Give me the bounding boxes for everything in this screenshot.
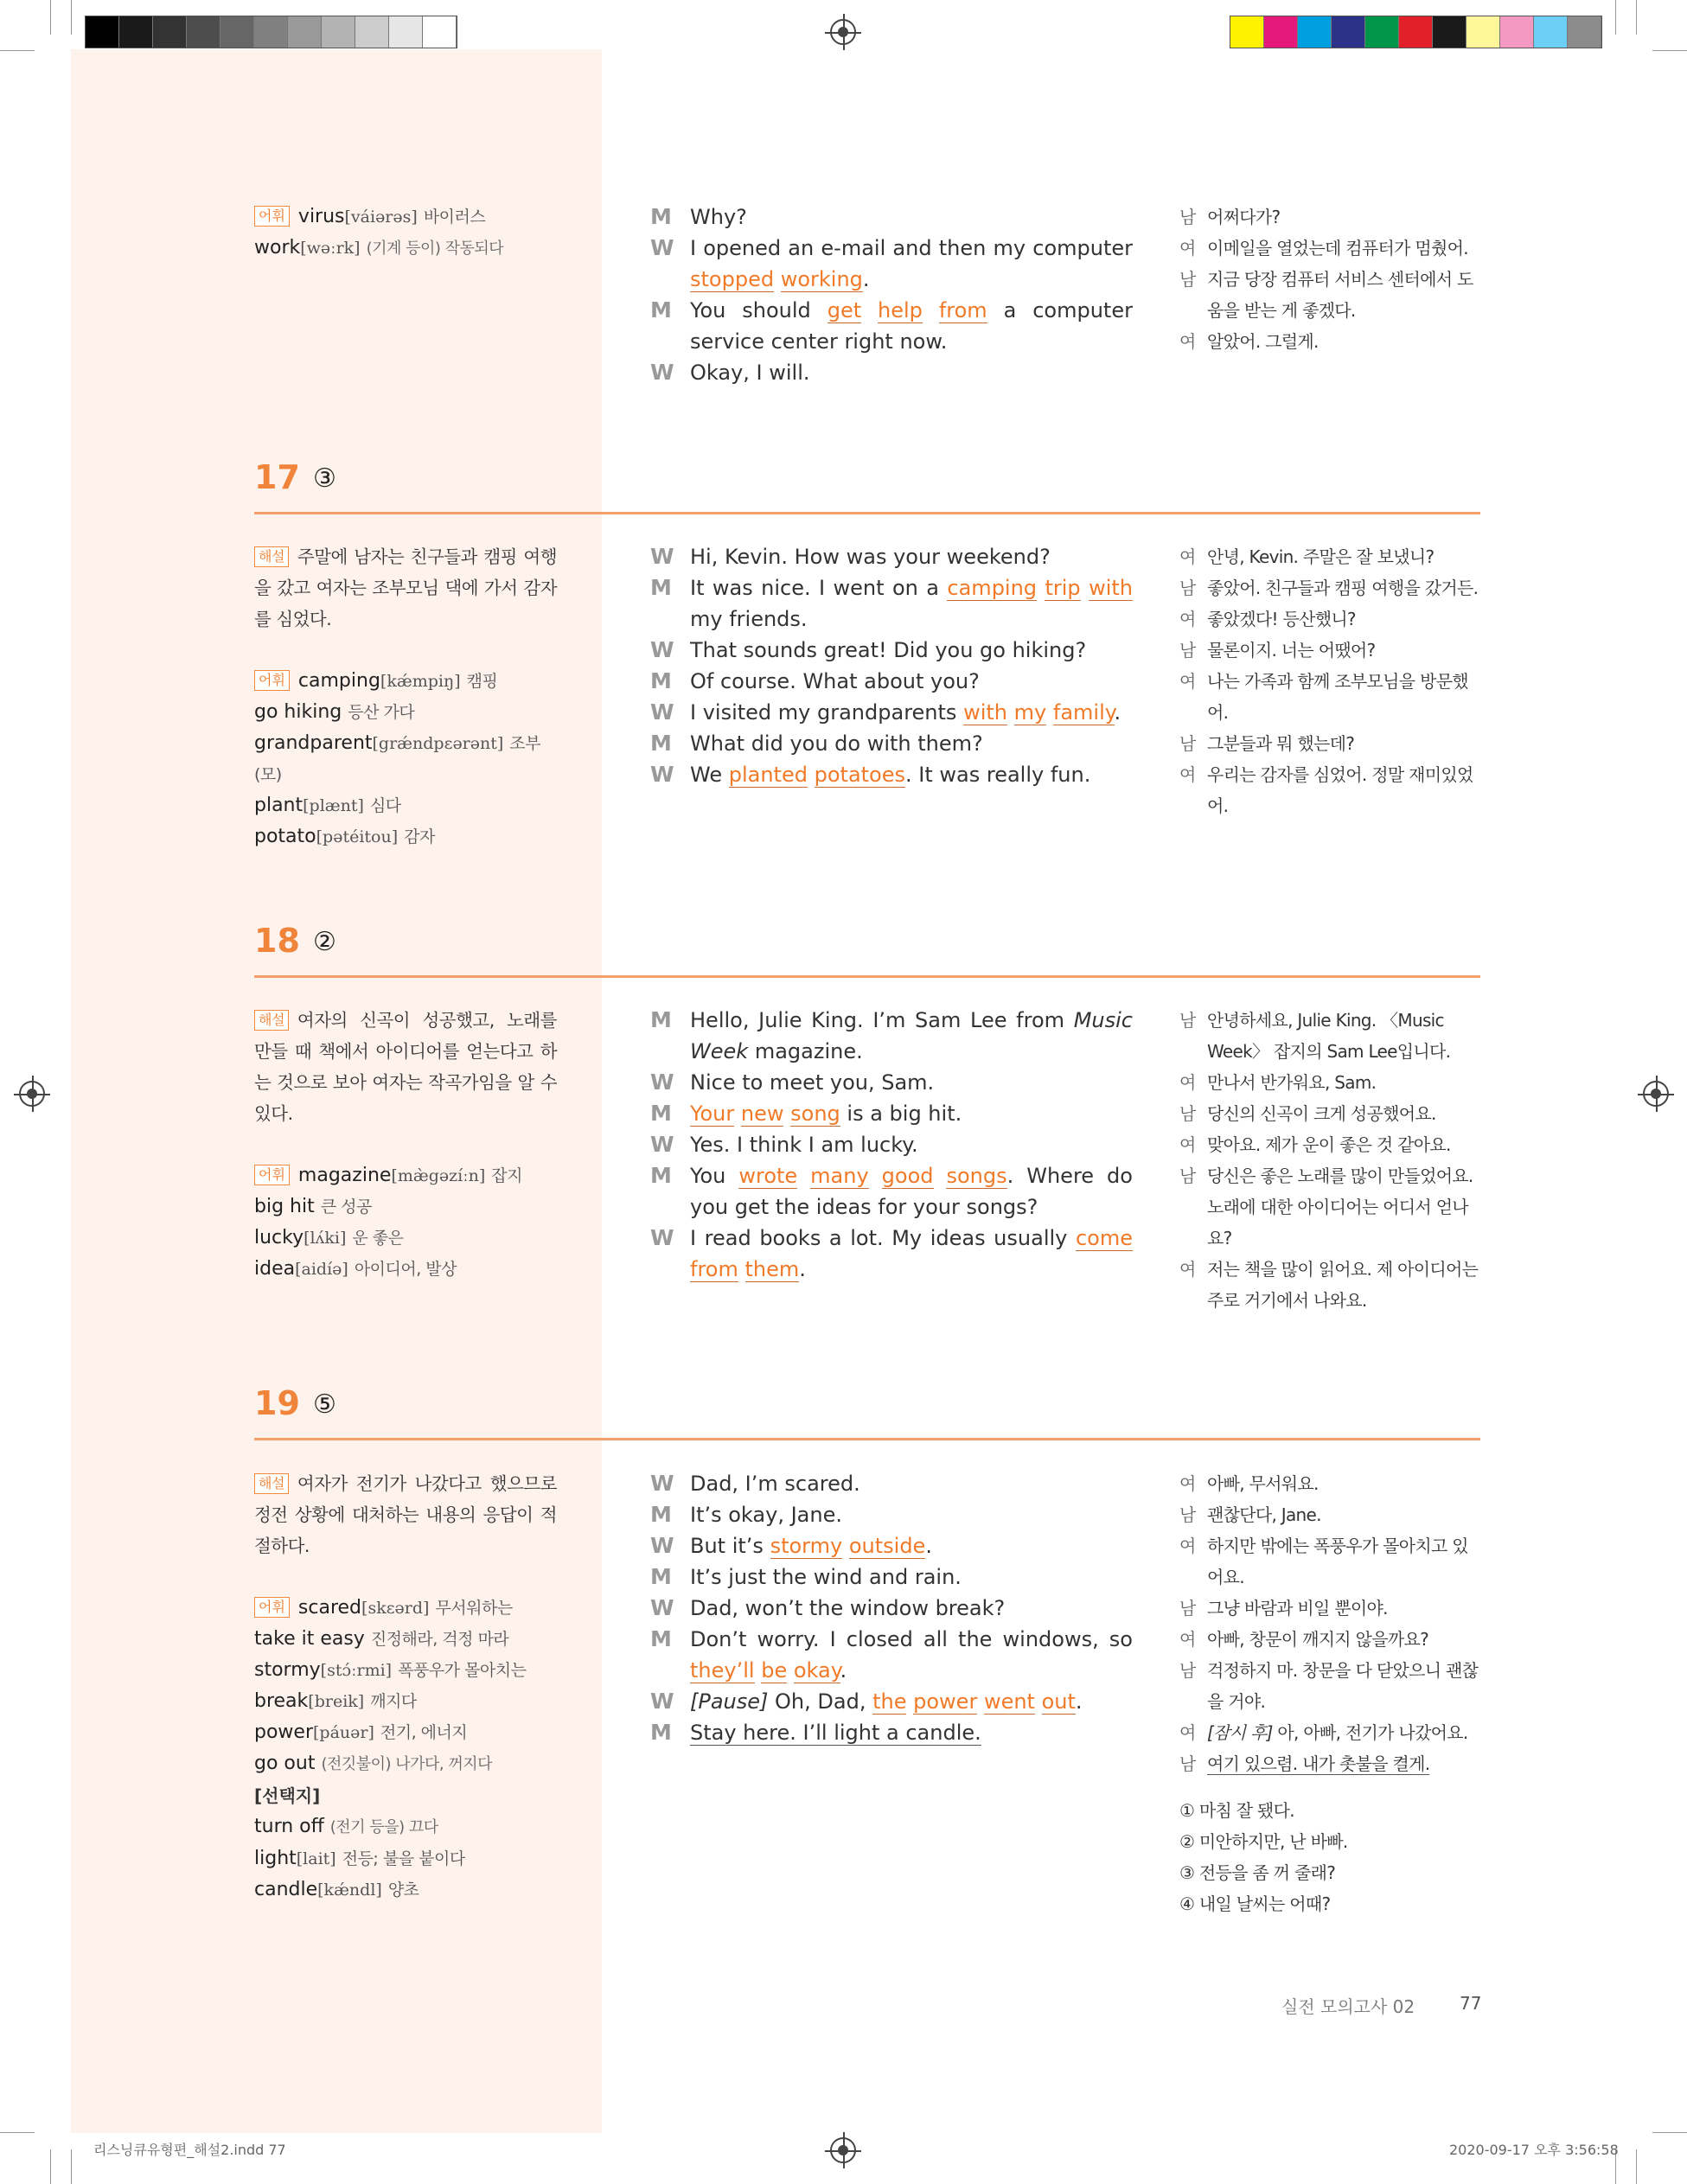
- section-footer: 실전 모의고사 02: [1281, 1996, 1415, 2017]
- color-swatch: [254, 16, 288, 48]
- crop-mark: [71, 0, 72, 35]
- q16-translation: 남 어쩌다가? 여 이메일을 열었는데 컴퓨터가 멈췄어. 남 지금 당장 컴퓨터 서비스 센터에서 도움을 받는 게 좋겠다. 여 알았어. 그럴게.: [1179, 207, 1473, 352]
- color-swatch: [1467, 16, 1500, 48]
- color-swatch: [220, 16, 254, 48]
- color-swatch: [119, 16, 153, 48]
- dialog-line: M You wrote many good songs. Where do you get the ideas for your songs?: [650, 1163, 1133, 1219]
- q16-dialog: [650, 201, 1133, 388]
- crop-mark: [1636, 0, 1637, 35]
- dialog-line: M You should get help from a computer service center right now.: [650, 297, 1133, 354]
- vocab-tag: 어휘: [254, 1597, 290, 1618]
- color-swatch: [86, 16, 119, 48]
- dialog-line: W I visited my grandparents with my family.: [650, 699, 1121, 725]
- color-swatch: [1534, 16, 1568, 48]
- vocab-tag: 어휘: [254, 206, 290, 227]
- dialog-line: M Why?: [650, 204, 747, 229]
- dialog-line: M Hello, Julie King. I’m Sam Lee from Music Week magazine.: [650, 1007, 1133, 1063]
- question-number: 18: [254, 922, 300, 960]
- dialog-line: W Yes. I think I am lucky.: [650, 1132, 918, 1157]
- dialog-line: W Dad, won’t the window break?: [650, 1595, 1006, 1620]
- crop-mark: [0, 2132, 35, 2133]
- color-swatch: [322, 16, 355, 48]
- color-swatch: [423, 16, 457, 48]
- color-swatch: [1500, 16, 1534, 48]
- registration-mark-icon: [19, 1081, 45, 1107]
- crop-mark: [50, 0, 51, 35]
- vocab-tag: 어휘: [254, 670, 290, 691]
- color-bar: [1230, 16, 1602, 48]
- crop-mark: [1652, 2132, 1687, 2133]
- option-item: ④ 내일 날씨는 어때?: [1179, 1893, 1331, 1914]
- option-item: ① 마침 잘 됐다.: [1179, 1800, 1294, 1821]
- registration-mark-icon: [830, 19, 856, 45]
- color-swatch: [1433, 16, 1467, 48]
- dialog-line: M Don’t worry. I closed all the windows, so they’ll be okay.: [650, 1626, 1133, 1683]
- color-swatch: [1568, 16, 1601, 48]
- answer-mark: ⑤: [313, 1389, 336, 1420]
- answer-mark: ③: [313, 463, 336, 494]
- color-swatch: [1230, 16, 1264, 48]
- q19-explanation-block: 해설 여자가 전기가 나갔다고 했으므로 정전 상황에 대처하는 내용의 응답이 적절하다. 어휘 scared[skɛərd] 무서워하는 take it easy 진정해라, 걱정 마라 stormy[stɔ́ːrmi] 폭풍우가 몰아치는 break[breik] 깨지다 power[páuər] 전기, 에너지 go out (전깃불이) 나가다, 꺼지다 [선택지] turn off (전기 등을) 끄다 light[lait] 전등; 불을 붙이다 candle[kǽndl] 양초: [254, 1473, 557, 1900]
- q19-dialog: [650, 1468, 1133, 1748]
- color-swatch: [288, 16, 322, 48]
- color-swatch: [355, 16, 389, 48]
- q17-explanation-block: 해설 주말에 남자는 친구들과 캠핑 여행을 갔고 여자는 조부모님 댁에 가서 감자를 심었다. 어휘 camping[kǽmpiŋ] 캠핑 go hiking 등산 가다 grandparent[grǽndpɛərənt] 조부(모) plant[plænt] 심다 potato[pətéitou] 감자: [254, 546, 557, 847]
- dialog-line: W Okay, I will.: [650, 360, 810, 385]
- q19-translation: 여 아빠, 무서워요. 남 괜찮단다, Jane. 여 하지만 밖에는 폭풍우가 몰아치고 있어요. 남 그냥 바람과 비일 뿐이야. 여 아빠, 창문이 깨지지 않을까요? 남 걱정하지 마. 창문을 다 닫았으니 괜찮을 거야. 여 [잠시 후] 아, 아빠, 전기가 나갔어요. 남 여기 있으렴. 내가 촛불을 켤게. ① 마침 잘 됐다. ② 미안하지만, 난 바빠. ③ 전등을 좀 꺼 줄래? ④ 내일 날씨는 어때?: [1179, 1468, 1482, 1919]
- section-divider: [254, 512, 1480, 514]
- crop-mark: [1615, 0, 1616, 35]
- choices-label: [선택지]: [254, 1785, 321, 1806]
- file-slug: 리스닝큐유형편_해설2.indd 77: [93, 2142, 286, 2158]
- registration-mark-icon: [1643, 1081, 1669, 1107]
- dialog-line: M Of course. What about you?: [650, 668, 980, 693]
- dialog-line: W That sounds great! Did you go hiking?: [650, 637, 1087, 662]
- q17-translation: 여 안녕, Kevin. 주말은 잘 보냈니? 남 좋았어. 친구들과 캠핑 여행을 갔거든. 여 좋았겠다! 등산했니? 남 물론이지. 너는 어땠어? 여 나는 가족과 함께 조부모님을 방문했어. 남 그분들과 뭐 했는데? 여 우리는 감자를 심었어. 정말 재미있었어.: [1179, 546, 1479, 816]
- explanation-tag: 해설: [254, 1473, 289, 1494]
- page-number: 77: [1460, 1993, 1482, 2014]
- crop-mark: [71, 2149, 72, 2184]
- color-swatch: [153, 16, 187, 48]
- option-item: ② 미안하지만, 난 바빠.: [1179, 1831, 1348, 1852]
- q16-vocab: 어휘 virus[váiərəs] 바이러스 work[wəːrk] (기계 등이) 작동되다: [254, 206, 504, 259]
- q17-dialog: [650, 541, 1133, 790]
- dialog-line: W We planted potatoes. It was really fun.: [650, 762, 1091, 787]
- crop-mark: [50, 2149, 51, 2184]
- dialog-line: W [Pause] Oh, Dad, the power went out.: [650, 1689, 1083, 1714]
- color-swatch: [389, 16, 423, 48]
- option-item: ③ 전등을 좀 꺼 줄래?: [1179, 1862, 1336, 1883]
- dialog-line: M It’s just the wind and rain.: [650, 1564, 962, 1589]
- color-swatch: [1365, 16, 1399, 48]
- question-number: 19: [254, 1384, 300, 1422]
- dialog-line: W But it’s stormy outside.: [650, 1533, 932, 1558]
- color-swatch: [1298, 16, 1332, 48]
- q18-explanation-block: 해설 여자의 신곡이 성공했고, 노래를 만들 때 책에서 아이디어를 얻는다고 하는 것으로 보아 여자는 작곡가임을 알 수 있다. 어휘 magazine[mæ̀gəzíːn] 잡지 big hit 큰 성공 lucky[lʌ́ki] 운 좋은 idea[aidíə] 아이디어, 발상: [254, 1010, 557, 1280]
- dialog-line: W I read books a lot. My ideas usually come from them.: [650, 1225, 1133, 1281]
- dialog-line: M What did you do with them?: [650, 731, 983, 756]
- crop-mark: [0, 50, 35, 51]
- section-divider: [254, 975, 1480, 978]
- explanation-tag: 해설: [254, 546, 289, 567]
- crop-mark: [1636, 2149, 1637, 2184]
- gray-color-bar: [85, 16, 457, 48]
- date-slug: 2020-09-17 오후 3:56:58: [1449, 2142, 1619, 2158]
- dialog-line: W Nice to meet you, Sam.: [650, 1070, 935, 1095]
- dialog-line: W Hi, Kevin. How was your weekend?: [650, 544, 1051, 569]
- dialog-line: M It was nice. I went on a camping trip with my friends.: [650, 575, 1133, 631]
- section-divider: [254, 1438, 1480, 1440]
- dialog-line: W I opened an e-mail and then my computer stopped working.: [650, 235, 1133, 291]
- color-swatch: [1332, 16, 1365, 48]
- color-swatch: [1264, 16, 1298, 48]
- dialog-line: M It’s okay, Jane.: [650, 1502, 842, 1527]
- question-number: 17: [254, 458, 300, 496]
- dialog-line: M Your new song is a big hit.: [650, 1101, 962, 1126]
- explanation-tag: 해설: [254, 1010, 289, 1031]
- vocab-tag: 어휘: [254, 1165, 290, 1185]
- dialog-line: M Stay here. I’ll light a candle.: [650, 1720, 981, 1745]
- dialog-line: W Dad, I’m scared.: [650, 1471, 860, 1496]
- q18-dialog: [650, 1005, 1133, 1285]
- answer-sentence: Stay here. I’ll light a candle.: [690, 1721, 981, 1745]
- color-swatch: [187, 16, 220, 48]
- answer-mark: ②: [313, 927, 336, 957]
- crop-mark: [1652, 50, 1687, 51]
- registration-mark-icon: [830, 2137, 856, 2163]
- color-swatch: [1399, 16, 1433, 48]
- q18-translation: 남 안녕하세요, Julie King. 〈Music Week〉 잡지의 Sam Lee입니다. 여 만나서 반가워요, Sam. 남 당신의 신곡이 크게 성공했어요. 여 맞아요. 제가 운이 좋은 것 같아요. 남 당신은 좋은 노래를 많이 만들었어요. 노래에 대한 아이디어는 어디서 얻나요? 여 저는 책을 많이 읽어요. 제 아이디어는 주로 거기에서 나와요.: [1179, 1010, 1479, 1311]
